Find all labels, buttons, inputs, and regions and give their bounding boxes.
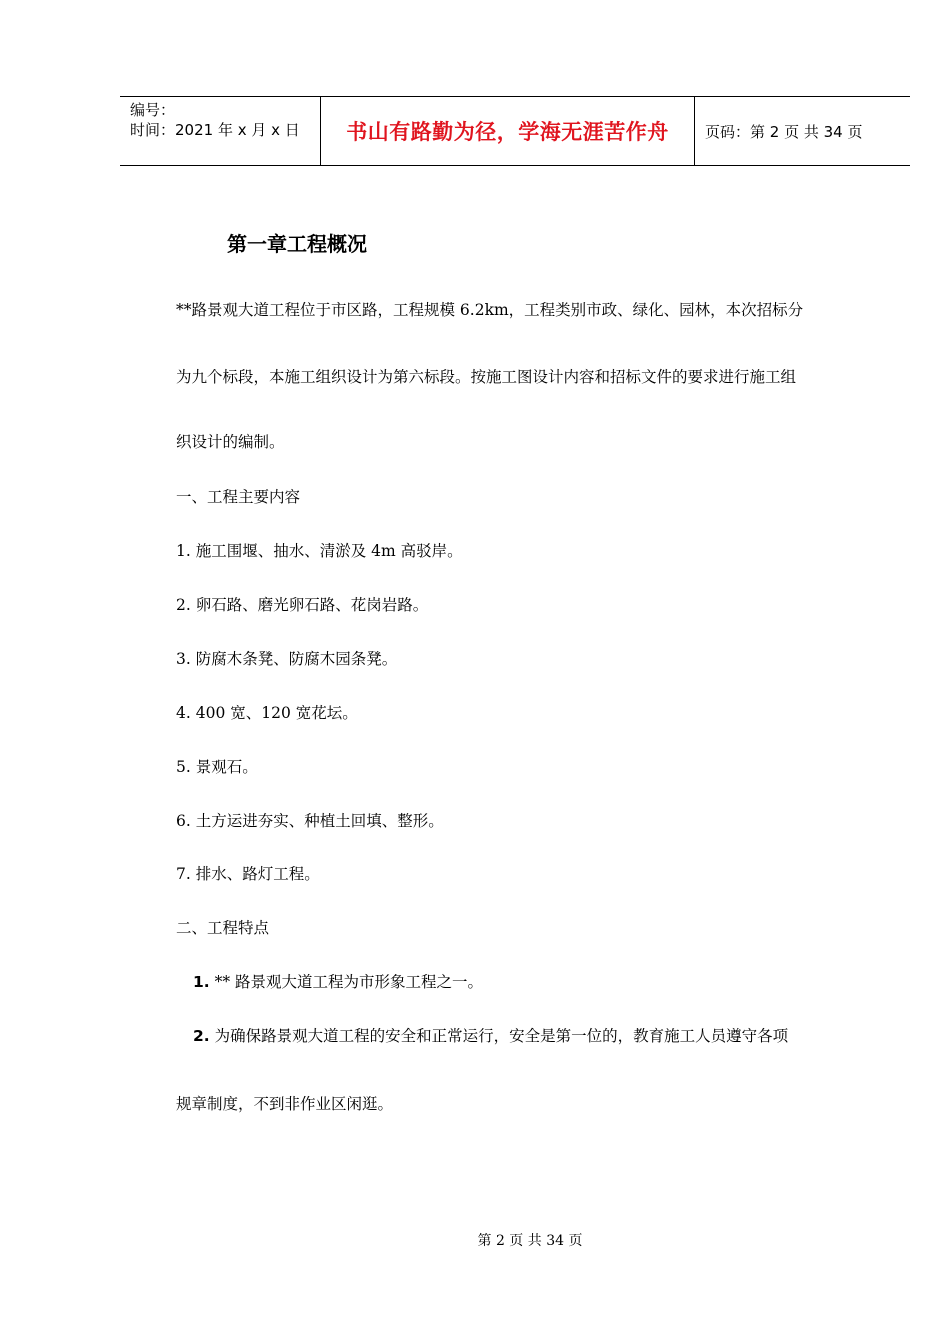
header-page-cell	[695, 97, 910, 165]
header-table	[120, 96, 910, 166]
page-footer: 第 2 页 共 34 页	[477, 1233, 583, 1249]
feature-item-1	[193, 970, 483, 992]
header-meta-cell	[120, 97, 321, 165]
page-code: 页码：第 2 页 共 34 页	[705, 122, 863, 141]
list-item: 4. 400 宽、120 宽花坛。	[176, 704, 358, 722]
intro-line-2: 为九个标段，本施工组织设计为第六标段。按施工图设计内容和招标文件的要求进行施工组	[176, 368, 797, 386]
chapter-title: 第一章工程概况	[227, 232, 367, 256]
list-item: 7. 排水、路灯工程。	[176, 865, 320, 883]
section-1-title: 一、工程主要内容	[176, 488, 301, 506]
feature-text: 为确保路景观大道工程的安全和正常运行，安全是第一位的，教育施工人员遵守各项	[214, 1027, 789, 1045]
list-item: 6. 土方运进夯实、种植土回填、整形。	[176, 812, 444, 830]
motto-text: 书山有路勤为径，学海无涯苦作舟	[346, 120, 669, 144]
time-label: 时间：2021 年 x 月 x 日	[130, 121, 300, 139]
intro-line-1: **路景观大道工程位于市区路，工程规模 6.2km，工程类别市政、绿化、园林，本次招标分	[176, 301, 804, 319]
intro-line-3: 织设计的编制。	[176, 433, 285, 451]
list-item: 5. 景观石。	[176, 758, 258, 776]
feature-number: 1.	[193, 973, 210, 991]
feature-item-2	[193, 1024, 788, 1046]
feature-continuation: 规章制度，不到非作业区闲逛。	[176, 1095, 394, 1113]
feature-text: ** 路景观大道工程为市形象工程之一。	[214, 973, 484, 991]
feature-number: 2.	[193, 1027, 210, 1045]
header-motto-cell	[321, 97, 695, 165]
list-item: 2. 卵石路、磨光卵石路、花岗岩路。	[176, 596, 429, 614]
section-2-title: 二、工程特点	[176, 919, 270, 937]
list-item: 3. 防腐木条凳、防腐木园条凳。	[176, 650, 398, 668]
list-item: 1. 施工围堰、抽水、清淤及 4m 高驳岸。	[176, 542, 463, 560]
number-label: 编号：	[130, 101, 176, 119]
